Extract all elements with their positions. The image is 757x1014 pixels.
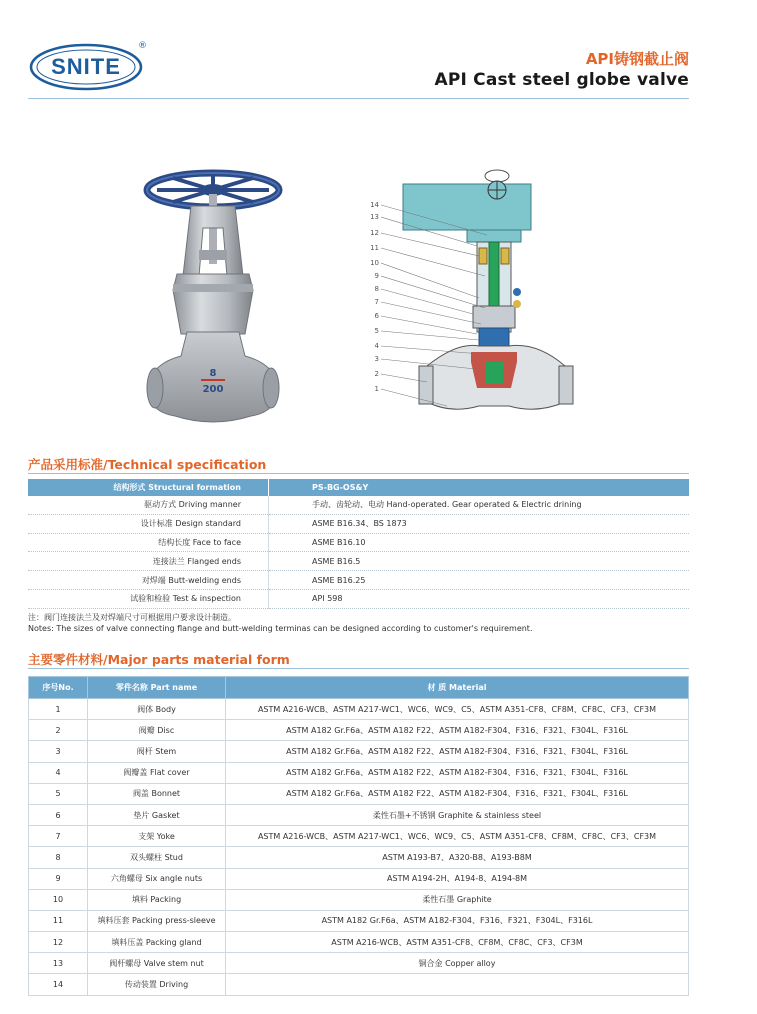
spec-value: API 598 (269, 589, 690, 608)
part-no: 6 (29, 804, 88, 825)
part-material: ASTM A216-WCB、ASTM A351-CF8、CF8M、CF8C、CF3、CF3M (226, 932, 689, 953)
parts-section-title: 主要零件材料/Major parts material form (28, 652, 290, 667)
spec-section-title: 产品采用标准/Technical specification (28, 457, 267, 472)
part-no: 9 (29, 868, 88, 889)
header-divider (28, 98, 689, 99)
part-name: 阀杆 Stem (88, 741, 226, 762)
note-cn: 注：阀门连接法兰及对焊端尺寸可根据用户要求设计制造。 (28, 613, 236, 622)
spec-table (28, 479, 689, 609)
part-name: 双头螺柱 Stud (88, 847, 226, 868)
callout-1: 1 (374, 385, 379, 393)
spec-row (28, 552, 689, 571)
part-no: 13 (29, 953, 88, 974)
spec-section-rule (28, 473, 689, 474)
table-row (29, 889, 689, 910)
col-part-name: 零件名称 Part name (88, 677, 226, 699)
valve-cutaway-drawing (367, 156, 589, 416)
part-name: 支架 Yoke (88, 826, 226, 847)
table-row (29, 868, 689, 889)
part-name: 垫片 Gasket (88, 804, 226, 825)
part-no: 11 (29, 910, 88, 931)
spec-value: ASME B16.34、BS 1873 (269, 514, 690, 533)
part-material: 柔性石墨+不锈钢 Graphite & stainless steel (226, 804, 689, 825)
part-material: 柔性石墨 Graphite (226, 889, 689, 910)
spec-row (28, 533, 689, 552)
part-name: 阀瓣盖 Flat cover (88, 762, 226, 783)
part-no: 5 (29, 783, 88, 804)
page-title-cn: API铸钢截止阀 (585, 50, 689, 68)
part-material: ASTM A182 Gr.F6a、ASTM A182 F22、ASTM A182-F304、F316、F321、F304L、F316L (226, 762, 689, 783)
part-material: ASTM A182 Gr.F6a、ASTM A182 F22、ASTM A182-F304、F316、F321、F304L、F316L (226, 783, 689, 804)
spec-header-formation: 结构形式 Structural formation (28, 479, 269, 496)
col-material: 材 质 Material (226, 677, 689, 699)
part-no: 7 (29, 826, 88, 847)
part-material: ASTM A216-WCB、ASTM A217-WC1、WC6、WC9、C5、ASTM A351-CF8、CF8M、CF8C、CF3、CF3M (226, 826, 689, 847)
callout-6: 6 (374, 312, 379, 320)
callout-13: 13 (370, 213, 379, 221)
spec-row (28, 496, 689, 514)
part-name: 传动装置 Driving (88, 974, 226, 995)
part-no: 14 (29, 974, 88, 995)
table-row (29, 953, 689, 974)
callout-14: 14 (370, 201, 379, 209)
casting-mark-pressure: 200 (202, 384, 224, 395)
part-material: ASTM A182 Gr.F6a、ASTM A182 F22、ASTM A182-F304、F316、F321、F304L、F316L (226, 741, 689, 762)
part-material (226, 974, 689, 995)
spec-header-value: PS-BG-OS&Y (269, 479, 690, 496)
part-no: 8 (29, 847, 88, 868)
parts-header-row (29, 677, 689, 699)
spec-label: 试验和检验 Test & inspection (28, 589, 269, 608)
spec-label: 结构长度 Face to face (28, 533, 269, 552)
table-row (29, 720, 689, 741)
table-row (29, 762, 689, 783)
registered-mark: ® (138, 41, 147, 51)
parts-section-rule (28, 668, 689, 669)
part-material: ASTM A182 Gr.F6a、ASTM A182 F22、ASTM A182-F304、F316、F321、F304L、F316L (226, 720, 689, 741)
callout-10: 10 (370, 259, 379, 267)
brand-name: SNITE (51, 54, 121, 79)
part-material: ASTM A182 Gr.F6a、ASTM A182-F304、F316、F321、F304L、F316L (226, 910, 689, 931)
part-material: ASTM A194-2H、A194-8、A194-8M (226, 868, 689, 889)
table-row (29, 910, 689, 931)
parts-table (28, 676, 689, 996)
callout-8: 8 (374, 285, 379, 293)
callout-4: 4 (374, 342, 379, 350)
part-no: 10 (29, 889, 88, 910)
spec-label: 驱动方式 Driving manner (28, 496, 269, 514)
table-row (29, 974, 689, 995)
table-row (29, 847, 689, 868)
spec-value: 手动、齿轮动、电动 Hand-operated. Gear operated & Electric drining (269, 496, 690, 514)
spec-value: ASME B16.10 (269, 533, 690, 552)
part-name: 阀杆螺母 Valve stem nut (88, 953, 226, 974)
table-row (29, 826, 689, 847)
callout-9: 9 (374, 272, 379, 280)
spec-label: 设计标准 Design standard (28, 514, 269, 533)
spec-label: 连接法兰 Flanged ends (28, 552, 269, 571)
part-material: 铜合金 Copper alloy (226, 953, 689, 974)
snite-logo (28, 39, 150, 92)
spec-value: ASME B16.25 (269, 571, 690, 590)
part-no: 12 (29, 932, 88, 953)
table-row (29, 741, 689, 762)
part-material: ASTM A193-B7、A320-B8、A193-B8M (226, 847, 689, 868)
callout-5: 5 (374, 327, 379, 335)
spec-header-row (28, 479, 689, 496)
part-name: 阀盖 Bonnet (88, 783, 226, 804)
part-no: 1 (29, 699, 88, 720)
callout-2: 2 (374, 370, 379, 378)
part-name: 六角螺母 Six angle nuts (88, 868, 226, 889)
part-no: 2 (29, 720, 88, 741)
note-en: Notes: The sizes of valve connecting flange and butt-welding terminas can be designed according to customer's requirement. (28, 624, 533, 633)
part-no: 3 (29, 741, 88, 762)
part-name: 填料压套 Packing press-sleeve (88, 910, 226, 931)
spec-value: ASME B16.5 (269, 552, 690, 571)
spec-label: 对焊端 Butt-welding ends (28, 571, 269, 590)
callout-11: 11 (370, 244, 379, 252)
callout-12: 12 (370, 229, 379, 237)
spec-row (28, 571, 689, 590)
callout-7: 7 (374, 298, 379, 306)
col-no: 序号No. (29, 677, 88, 699)
spec-row (28, 589, 689, 608)
table-row (29, 932, 689, 953)
table-row (29, 699, 689, 720)
valve-photo (143, 166, 283, 428)
page-title-en: API Cast steel globe valve (434, 70, 689, 90)
part-name: 阀体 Body (88, 699, 226, 720)
casting-mark-size: 8 (209, 368, 217, 379)
table-row (29, 804, 689, 825)
part-name: 阀瓣 Disc (88, 720, 226, 741)
spec-row (28, 514, 689, 533)
part-material: ASTM A216-WCB、ASTM A217-WC1、WC6、WC9、C5、ASTM A351-CF8、CF8M、CF8C、CF3、CF3M (226, 699, 689, 720)
part-name: 填料压盖 Packing gland (88, 932, 226, 953)
callout-3: 3 (374, 355, 379, 363)
part-no: 4 (29, 762, 88, 783)
table-row (29, 783, 689, 804)
part-name: 填料 Packing (88, 889, 226, 910)
